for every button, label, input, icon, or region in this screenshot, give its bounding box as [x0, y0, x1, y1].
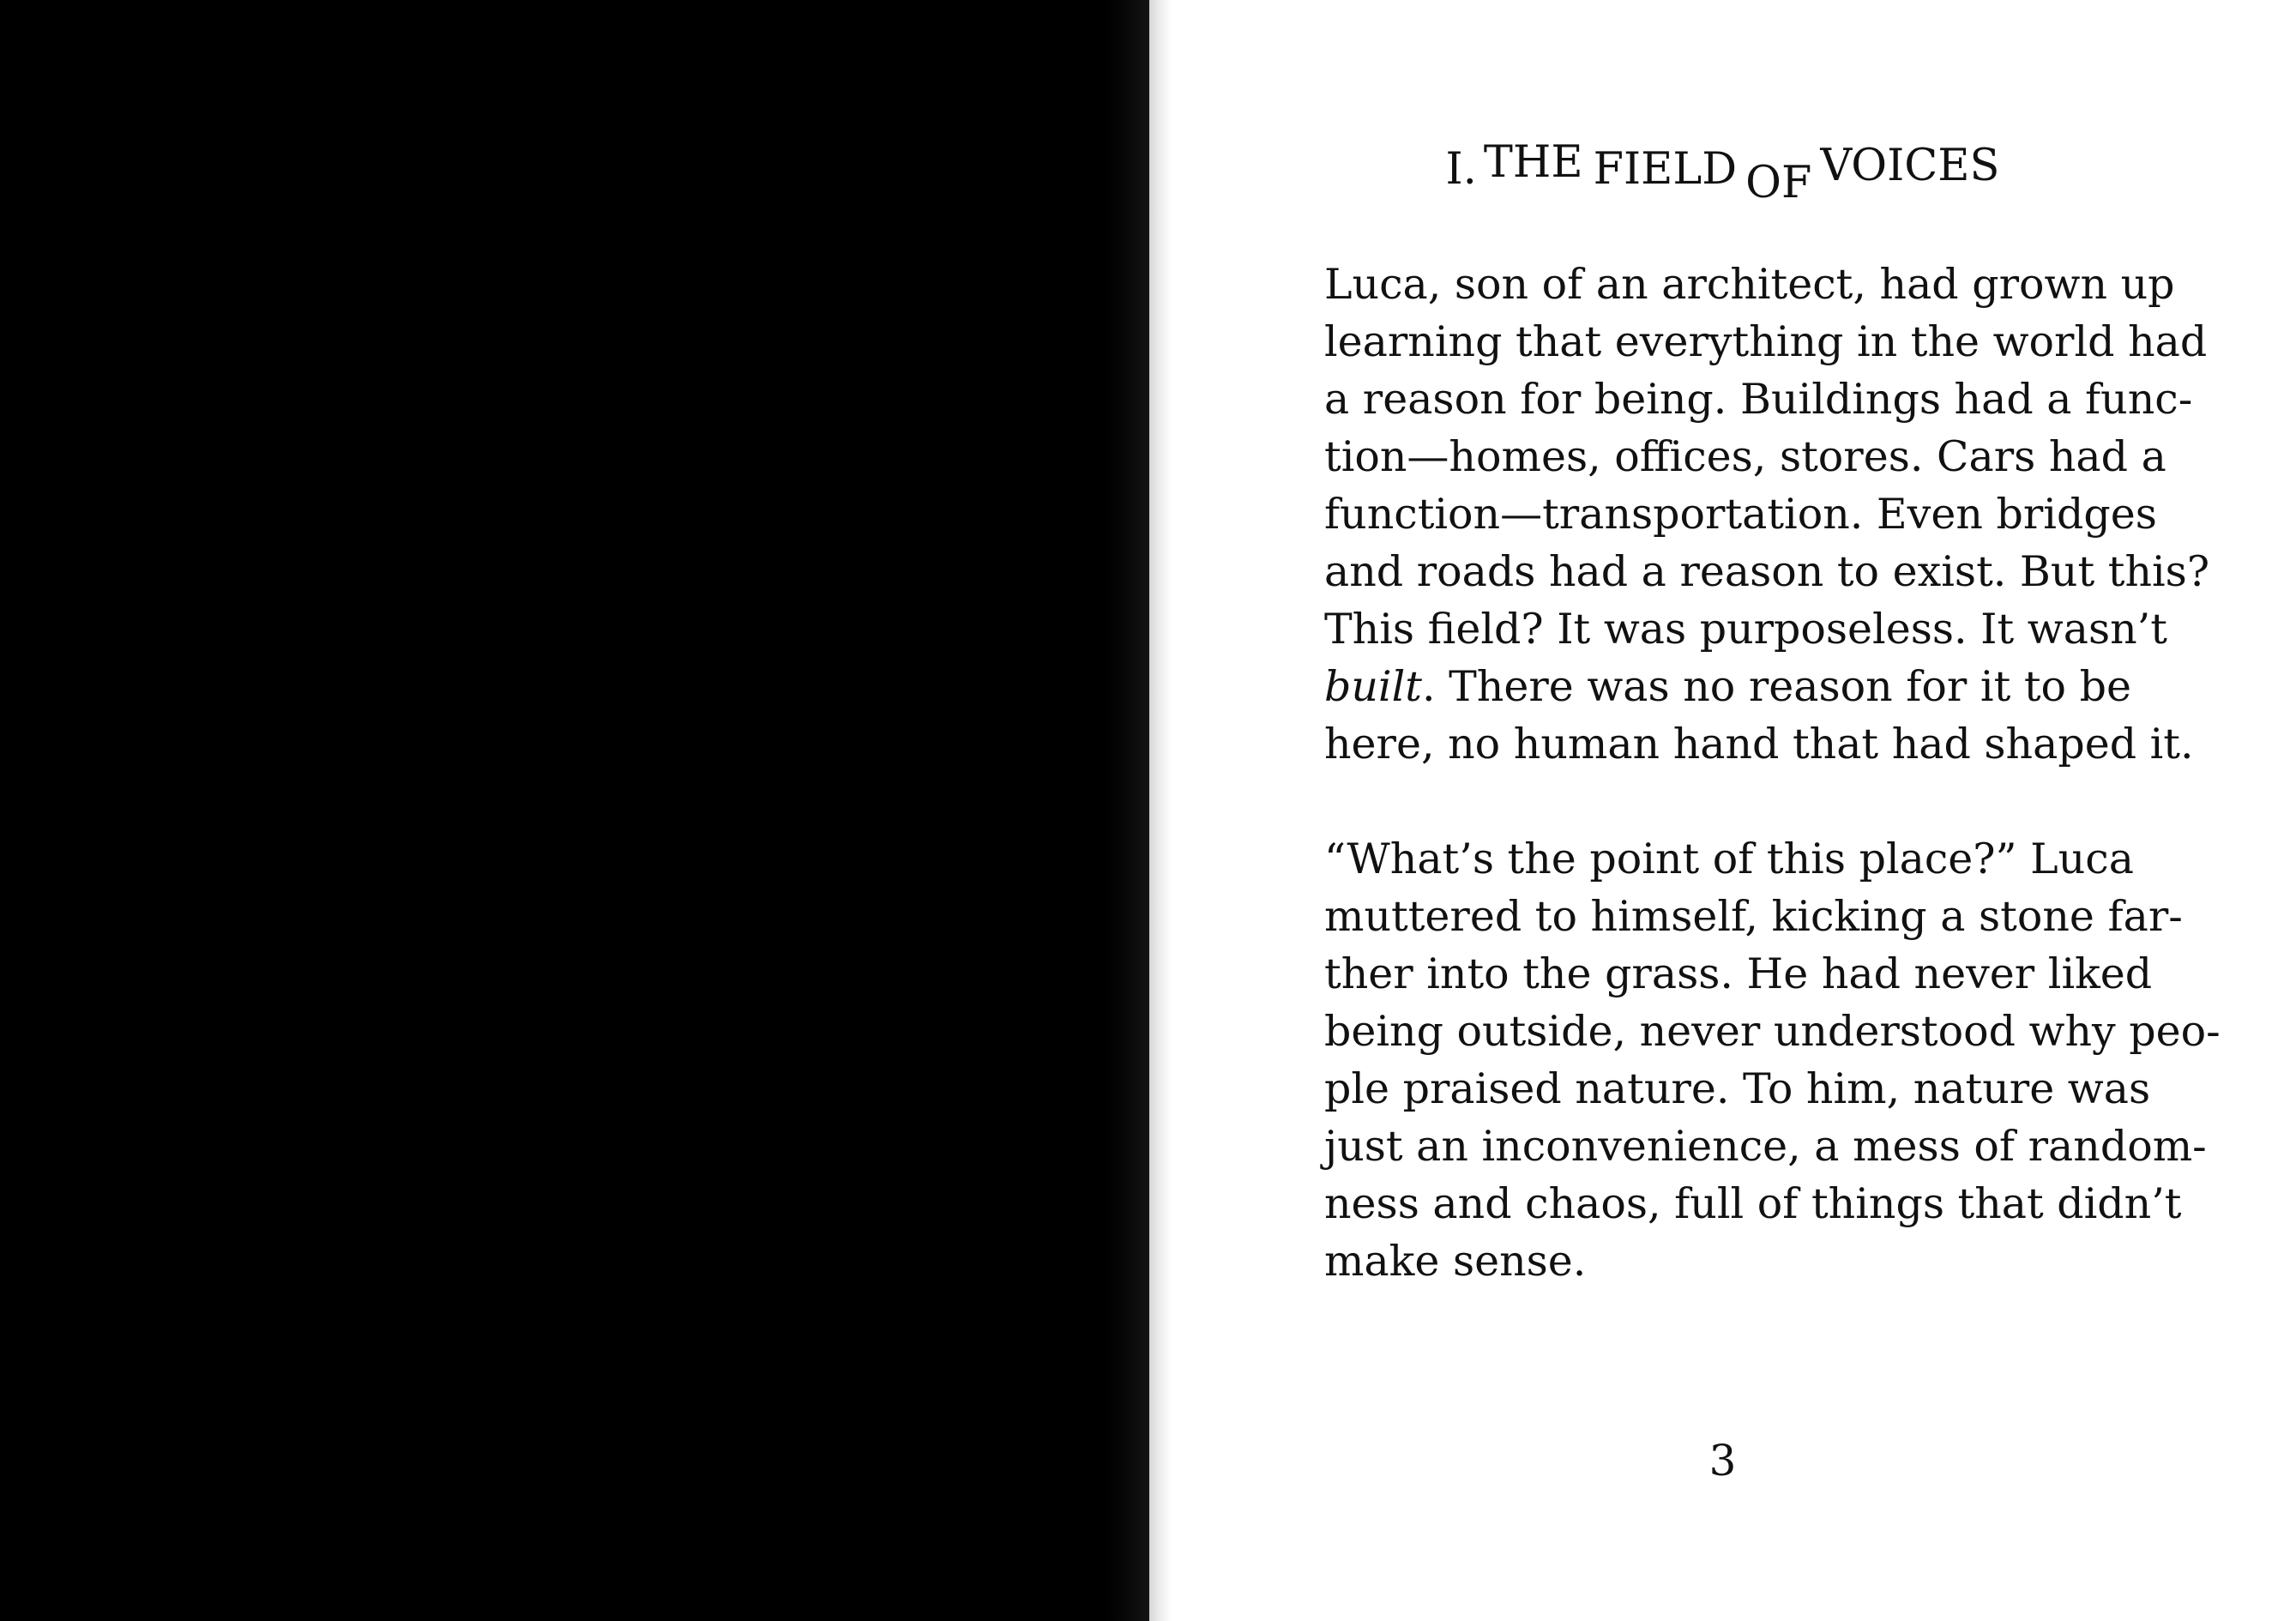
chapter-body	[1324, 256, 2221, 1347]
text-line: just an inconvenience, a mess of random-	[1324, 1122, 2207, 1171]
text-line: here, no human hand that had shaped it.	[1324, 720, 2194, 768]
text-line: a reason for being. Buildings had a func-	[1324, 375, 2193, 424]
right-page	[1149, 0, 2296, 1621]
text-line: ness and chaos, full of things that didn’t	[1324, 1179, 2182, 1228]
text-line-with-emphasis	[1324, 658, 2182, 715]
text-line: ther into the grass. He had never liked	[1324, 949, 2153, 998]
text-line: and roads had a reason to exist. But this?	[1324, 547, 2210, 596]
text-line-rest: . There was no reason for it to be	[1421, 662, 2131, 711]
text-line: This field? It was purposeless. It wasn’t	[1324, 605, 2167, 654]
chapter-title-word-of: OF	[1745, 158, 1812, 208]
emphasis-word: built	[1324, 662, 1422, 711]
text-line: muttered to himself, kicking a stone far-	[1324, 892, 2183, 941]
text-line: ple praised nature. To him, nature was	[1324, 1064, 2151, 1113]
text-line: Luca, son of an architect, had grown up	[1324, 260, 2175, 309]
page-gutter-edge	[1149, 0, 1172, 1621]
paragraph-1	[1324, 256, 2210, 773]
paragraph-2	[1324, 830, 2221, 1290]
text-line: “What’s the point of this place?” Luca	[1324, 835, 2134, 883]
page-number: 3	[1708, 1436, 1737, 1485]
text-line: learning that everything in the world had	[1324, 317, 2208, 366]
chapter-title-word-voices: VOICES	[1820, 141, 2000, 191]
chapter-title-word-field: FIELD	[1593, 144, 1738, 195]
gutter-shadow	[1106, 0, 1149, 1621]
text-line: being outside, never understood why peo-	[1324, 1007, 2221, 1056]
chapter-title-word-the: THE	[1483, 137, 1583, 188]
text-line: make sense.	[1324, 1237, 1587, 1286]
chapter-title	[1149, 137, 2296, 208]
chapter-title-number: I.	[1445, 144, 1477, 195]
text-line: function—transportation. Even bridges	[1324, 490, 2157, 539]
text-line: tion—homes, offices, stores. Cars had a	[1324, 432, 2166, 481]
